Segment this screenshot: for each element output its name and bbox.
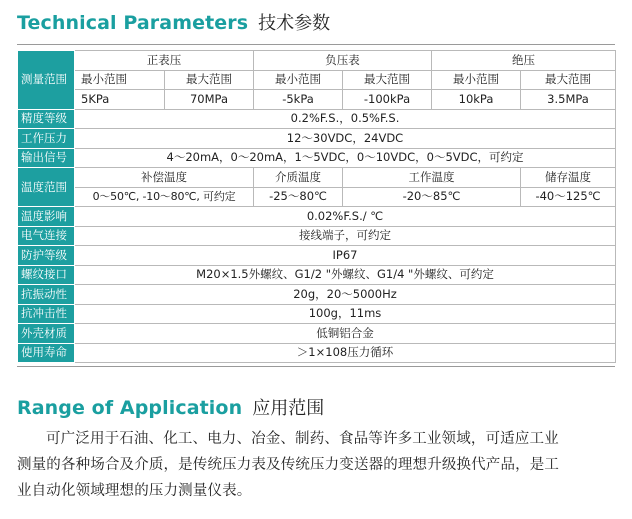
row-label: 抗振动性: [18, 285, 75, 305]
row-value: 12～30VDC，24VDC: [75, 129, 616, 149]
row-label: 使用寿命: [18, 343, 75, 363]
divider: [17, 366, 615, 367]
max-range-header: 最大范围: [521, 70, 616, 90]
row-label: 抗冲击性: [18, 304, 75, 324]
row-label: 温度影响: [18, 207, 75, 227]
temp-value: -20～85℃: [343, 187, 521, 207]
row-label: 工作压力: [18, 129, 75, 149]
row-value: ＞1×108压力循环: [75, 343, 616, 363]
technical-parameters-heading: [17, 9, 330, 35]
table-row: [18, 187, 616, 207]
range-value: 3.5MPa: [521, 90, 616, 110]
table-row: [18, 207, 616, 227]
table-row: [18, 51, 616, 71]
application-paragraph: [17, 426, 617, 504]
max-range-header: 最大范围: [343, 70, 432, 90]
range-of-application-heading: [17, 394, 324, 420]
temp-value: 0～50℃, -10～80℃, 可约定: [75, 187, 254, 207]
temp-value: -25～80℃: [254, 187, 343, 207]
divider: [17, 44, 615, 45]
row-label: 螺纹接口: [18, 265, 75, 285]
row-label: 输出信号: [18, 148, 75, 168]
temp-header: 储存温度: [521, 168, 616, 188]
row-value: 4～20mA，0～20mA，1～5VDC，0～10VDC，0～5VDC，可约定: [75, 148, 616, 168]
min-range-header: 最小范围: [75, 70, 165, 90]
temp-header: 介质温度: [254, 168, 343, 188]
table-row: [18, 265, 616, 285]
table-row: [18, 324, 616, 344]
temp-value: -40～125℃: [521, 187, 616, 207]
temp-header: 工作温度: [343, 168, 521, 188]
paragraph-line: 可广泛用于石油、化工、电力、冶金、制药、食品等许多工业领域，可适应工业: [46, 431, 559, 447]
min-range-header: 最小范围: [432, 70, 521, 90]
row-label: 温度范围: [18, 168, 75, 207]
paragraph-line: 测量的各种场合及介质，是传统压力表及传统压力变送器的理想升级换代产品，是工: [17, 457, 560, 473]
row-value: 低铜铝合金: [75, 324, 616, 344]
table-row: [18, 90, 616, 110]
table-row: [18, 148, 616, 168]
table-row: [18, 226, 616, 246]
row-value: 20g，20～5000Hz: [75, 285, 616, 305]
row-value: 0.2%F.S.，0.5%F.S.: [75, 109, 616, 129]
table-row: [18, 304, 616, 324]
range-value: 10kPa: [432, 90, 521, 110]
paragraph-line: 业自动化领域理想的压力测量仪表。: [17, 483, 252, 499]
table-row: [18, 129, 616, 149]
table-row: [18, 246, 616, 266]
row-value: 0.02%F.S./ ℃: [75, 207, 616, 227]
group-header: 负压表: [254, 51, 432, 71]
table-row: [18, 168, 616, 188]
table-row: [18, 285, 616, 305]
row-label: 电气连接: [18, 226, 75, 246]
spec-table: [17, 50, 616, 363]
heading-chinese: 应用范围: [252, 398, 325, 419]
temp-header: 补偿温度: [75, 168, 254, 188]
table-row: [18, 343, 616, 363]
heading-chinese: 技术参数: [258, 13, 331, 34]
heading-english: Range of Application: [17, 397, 243, 419]
row-label: 测量范围: [18, 51, 75, 110]
max-range-header: 最大范围: [165, 70, 254, 90]
row-value: 100g，11ms: [75, 304, 616, 324]
row-label: 外壳材质: [18, 324, 75, 344]
row-label: 精度等级: [18, 109, 75, 129]
table-row: [18, 70, 616, 90]
range-value: 5KPa: [75, 90, 165, 110]
range-value: -5kPa: [254, 90, 343, 110]
row-label: 防护等级: [18, 246, 75, 266]
group-header: 绝压: [432, 51, 616, 71]
row-value: 接线端子，可约定: [75, 226, 616, 246]
table-row: [18, 109, 616, 129]
min-range-header: 最小范围: [254, 70, 343, 90]
group-header: 正表压: [75, 51, 254, 71]
heading-english: Technical Parameters: [17, 12, 249, 34]
row-value: IP67: [75, 246, 616, 266]
range-value: 70MPa: [165, 90, 254, 110]
row-value: M20×1.5外螺纹、G1/2 "外螺纹、G1/4 "外螺纹、可约定: [75, 265, 616, 285]
range-value: -100kPa: [343, 90, 432, 110]
